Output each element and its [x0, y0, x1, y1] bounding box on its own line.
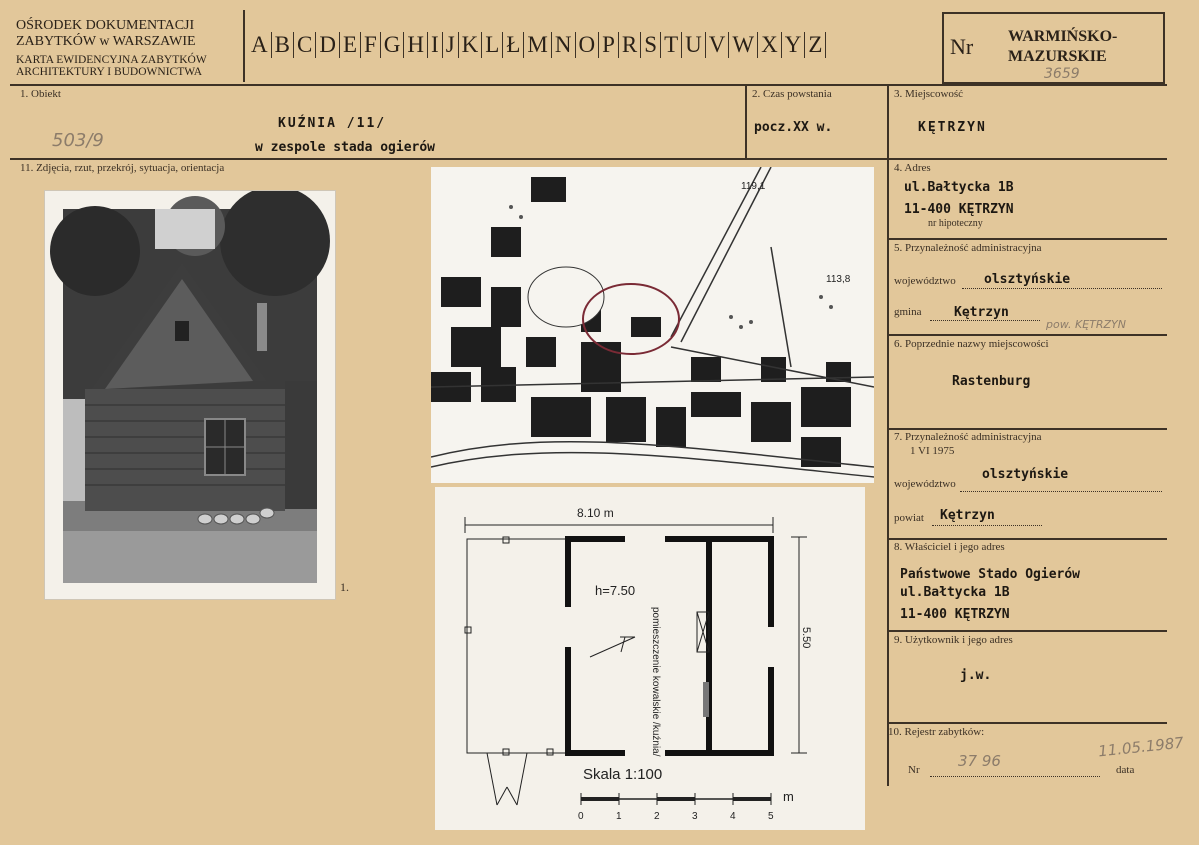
rejestr-data-label: data — [1116, 764, 1135, 776]
obiekt-context: w zespole stada ogierów — [255, 140, 436, 155]
wlasciciel-line-3: 11-400 KĘTRZYN — [900, 607, 1010, 622]
classification-letter: F — [361, 32, 381, 58]
stamp-number: 3659 — [1044, 66, 1080, 82]
classification-letter: G — [381, 32, 405, 58]
floor-plan — [435, 487, 865, 830]
classification-letter: Ł — [503, 32, 524, 58]
classification-letter: T — [661, 32, 682, 58]
obiekt-name: KUŹNIA /11/ — [278, 116, 387, 131]
uzytkownik-label: 9. Użytkownik i jego adres — [894, 634, 1013, 646]
wlasciciel-line-1: Państwowe Stado Ogierów — [900, 567, 1081, 582]
classification-letter: K — [459, 32, 483, 58]
card-type-line-2: ARCHITEKTURY I BUDOWNICTWA — [16, 66, 203, 78]
scale-unit: m — [783, 789, 794, 804]
scale-tick-label: 0 — [578, 811, 584, 822]
classification-letter: R — [619, 32, 641, 58]
obiekt-handnote: 503/9 — [52, 130, 104, 151]
rejestr-nr-label: Nr — [908, 764, 920, 776]
hipoteczny-label: nr hipoteczny — [928, 218, 983, 229]
zdjecia-label: 11. Zdjęcia, rzut, przekrój, sytuacja, orientacja — [20, 162, 225, 174]
institution-line-2: ZABYTKÓW w WARSZAWIE — [16, 34, 196, 49]
classification-letter: W — [729, 32, 758, 58]
rejestr-nr-value: 37 96 — [958, 752, 1001, 770]
scale-tick-label: 1 — [616, 811, 622, 822]
region-stamp — [942, 12, 1165, 84]
adres-line-2: 11-400 KĘTRZYN — [904, 202, 1014, 217]
classification-letter: S — [641, 32, 661, 58]
classification-letter: M — [524, 32, 551, 58]
classification-letter: Z — [805, 32, 826, 58]
card-type — [16, 54, 207, 78]
admin75-date: 1 VI 1975 — [910, 445, 955, 457]
powiat-value: Kętrzyn — [940, 508, 995, 523]
elevation-label-2: 113,8 — [826, 274, 851, 285]
obiekt-label: 1. Obiekt — [20, 88, 61, 100]
wojewodztwo-value: olsztyńskie — [984, 272, 1071, 287]
classification-letter: C — [294, 32, 316, 58]
forge-photo-image — [45, 191, 337, 601]
plan-height-label: h=7.50 — [595, 583, 636, 598]
scale-tick-label: 4 — [730, 811, 736, 822]
wlasciciel-line-2: ul.Bałtycka 1B — [900, 585, 1010, 600]
czas-value: pocz.XX w. — [754, 120, 833, 135]
classification-letter: V — [706, 32, 730, 58]
institution-line-1: OŚRODEK DOKUMENTACJI — [16, 18, 195, 33]
classification-letter: L — [482, 32, 503, 58]
card-type-line-1: KARTA EWIDENCYJNA ZABYTKÓW — [16, 54, 207, 66]
classification-letter: O — [576, 32, 600, 58]
classification-letter: A — [248, 32, 272, 58]
wojewodztwo75-label: województwo — [894, 478, 956, 490]
gmina-value: Kętrzyn — [954, 305, 1009, 320]
wlasciciel-label: 8. Właściciel i jego adres — [894, 541, 1005, 553]
classification-letter: D — [316, 32, 340, 58]
institution-name — [16, 18, 196, 50]
classification-letter: U — [682, 32, 706, 58]
admin75-label: 7. Przynależność administracyjna — [894, 431, 1042, 443]
uzytkownik-value: j.w. — [960, 668, 992, 683]
plan-depth-label: 5.50 — [800, 627, 812, 649]
wojewodztwo-label: województwo — [894, 275, 956, 287]
rejestr-date-value: 11.05.1987 — [1097, 733, 1185, 761]
scale-tick-label: 5 — [768, 811, 774, 822]
czas-label: 2. Czas powstania — [752, 88, 832, 100]
city-map-image — [431, 167, 874, 483]
wojewodztwo75-value: olsztyńskie — [982, 467, 1069, 482]
admin-label: 5. Przynależność administracyjna — [894, 242, 1042, 254]
stamp-line-1: WARMIŃSKO- — [1008, 28, 1118, 45]
plan-scale-label: Skala 1:100 — [583, 766, 663, 783]
miejscowosc-label: 3. Miejscowość — [894, 88, 964, 100]
classification-letter: J — [443, 32, 459, 58]
plan-room-label: pomieszczenie kowalskie /kuźnia/ — [650, 607, 661, 757]
gmina-label: gmina — [894, 306, 922, 318]
nr-label: Nr — [950, 34, 974, 59]
classification-letter: X — [758, 32, 782, 58]
classification-letter: H — [404, 32, 428, 58]
rejestr-label: 10. Rejestr zabytków: — [888, 726, 985, 738]
scale-tick-label: 3 — [692, 811, 698, 822]
adres-line-1: ul.Bałtycka 1B — [904, 180, 1014, 195]
plan-width-label: 8.10 m — [577, 506, 614, 520]
classification-letter: P — [599, 32, 619, 58]
powiat-label: powiat — [894, 512, 924, 524]
classification-letters — [248, 32, 826, 58]
scale-tick-label: 2 — [654, 811, 660, 822]
adres-label: 4. Adres — [894, 162, 931, 174]
classification-letter: B — [272, 32, 294, 58]
classification-letter: E — [340, 32, 361, 58]
classification-letter: N — [552, 32, 576, 58]
classification-letter: I — [428, 32, 443, 58]
classification-letter: Y — [782, 32, 806, 58]
situation-map — [431, 167, 874, 483]
elevation-label-1: 119,1 — [741, 181, 766, 192]
gmina-handnote: pow. KĘTRZYN — [1046, 318, 1127, 331]
photo-caption: 1. — [340, 580, 349, 594]
stamp-line-2: MAZURSKIE — [1008, 48, 1107, 65]
miejscowosc-value: KĘTRZYN — [918, 120, 987, 135]
poprzednie-label: 6. Poprzednie nazwy miejscowości — [894, 338, 1049, 350]
floor-plan-drawing — [435, 487, 865, 830]
building-photo — [44, 190, 336, 600]
poprzednie-value: Rastenburg — [952, 374, 1031, 389]
